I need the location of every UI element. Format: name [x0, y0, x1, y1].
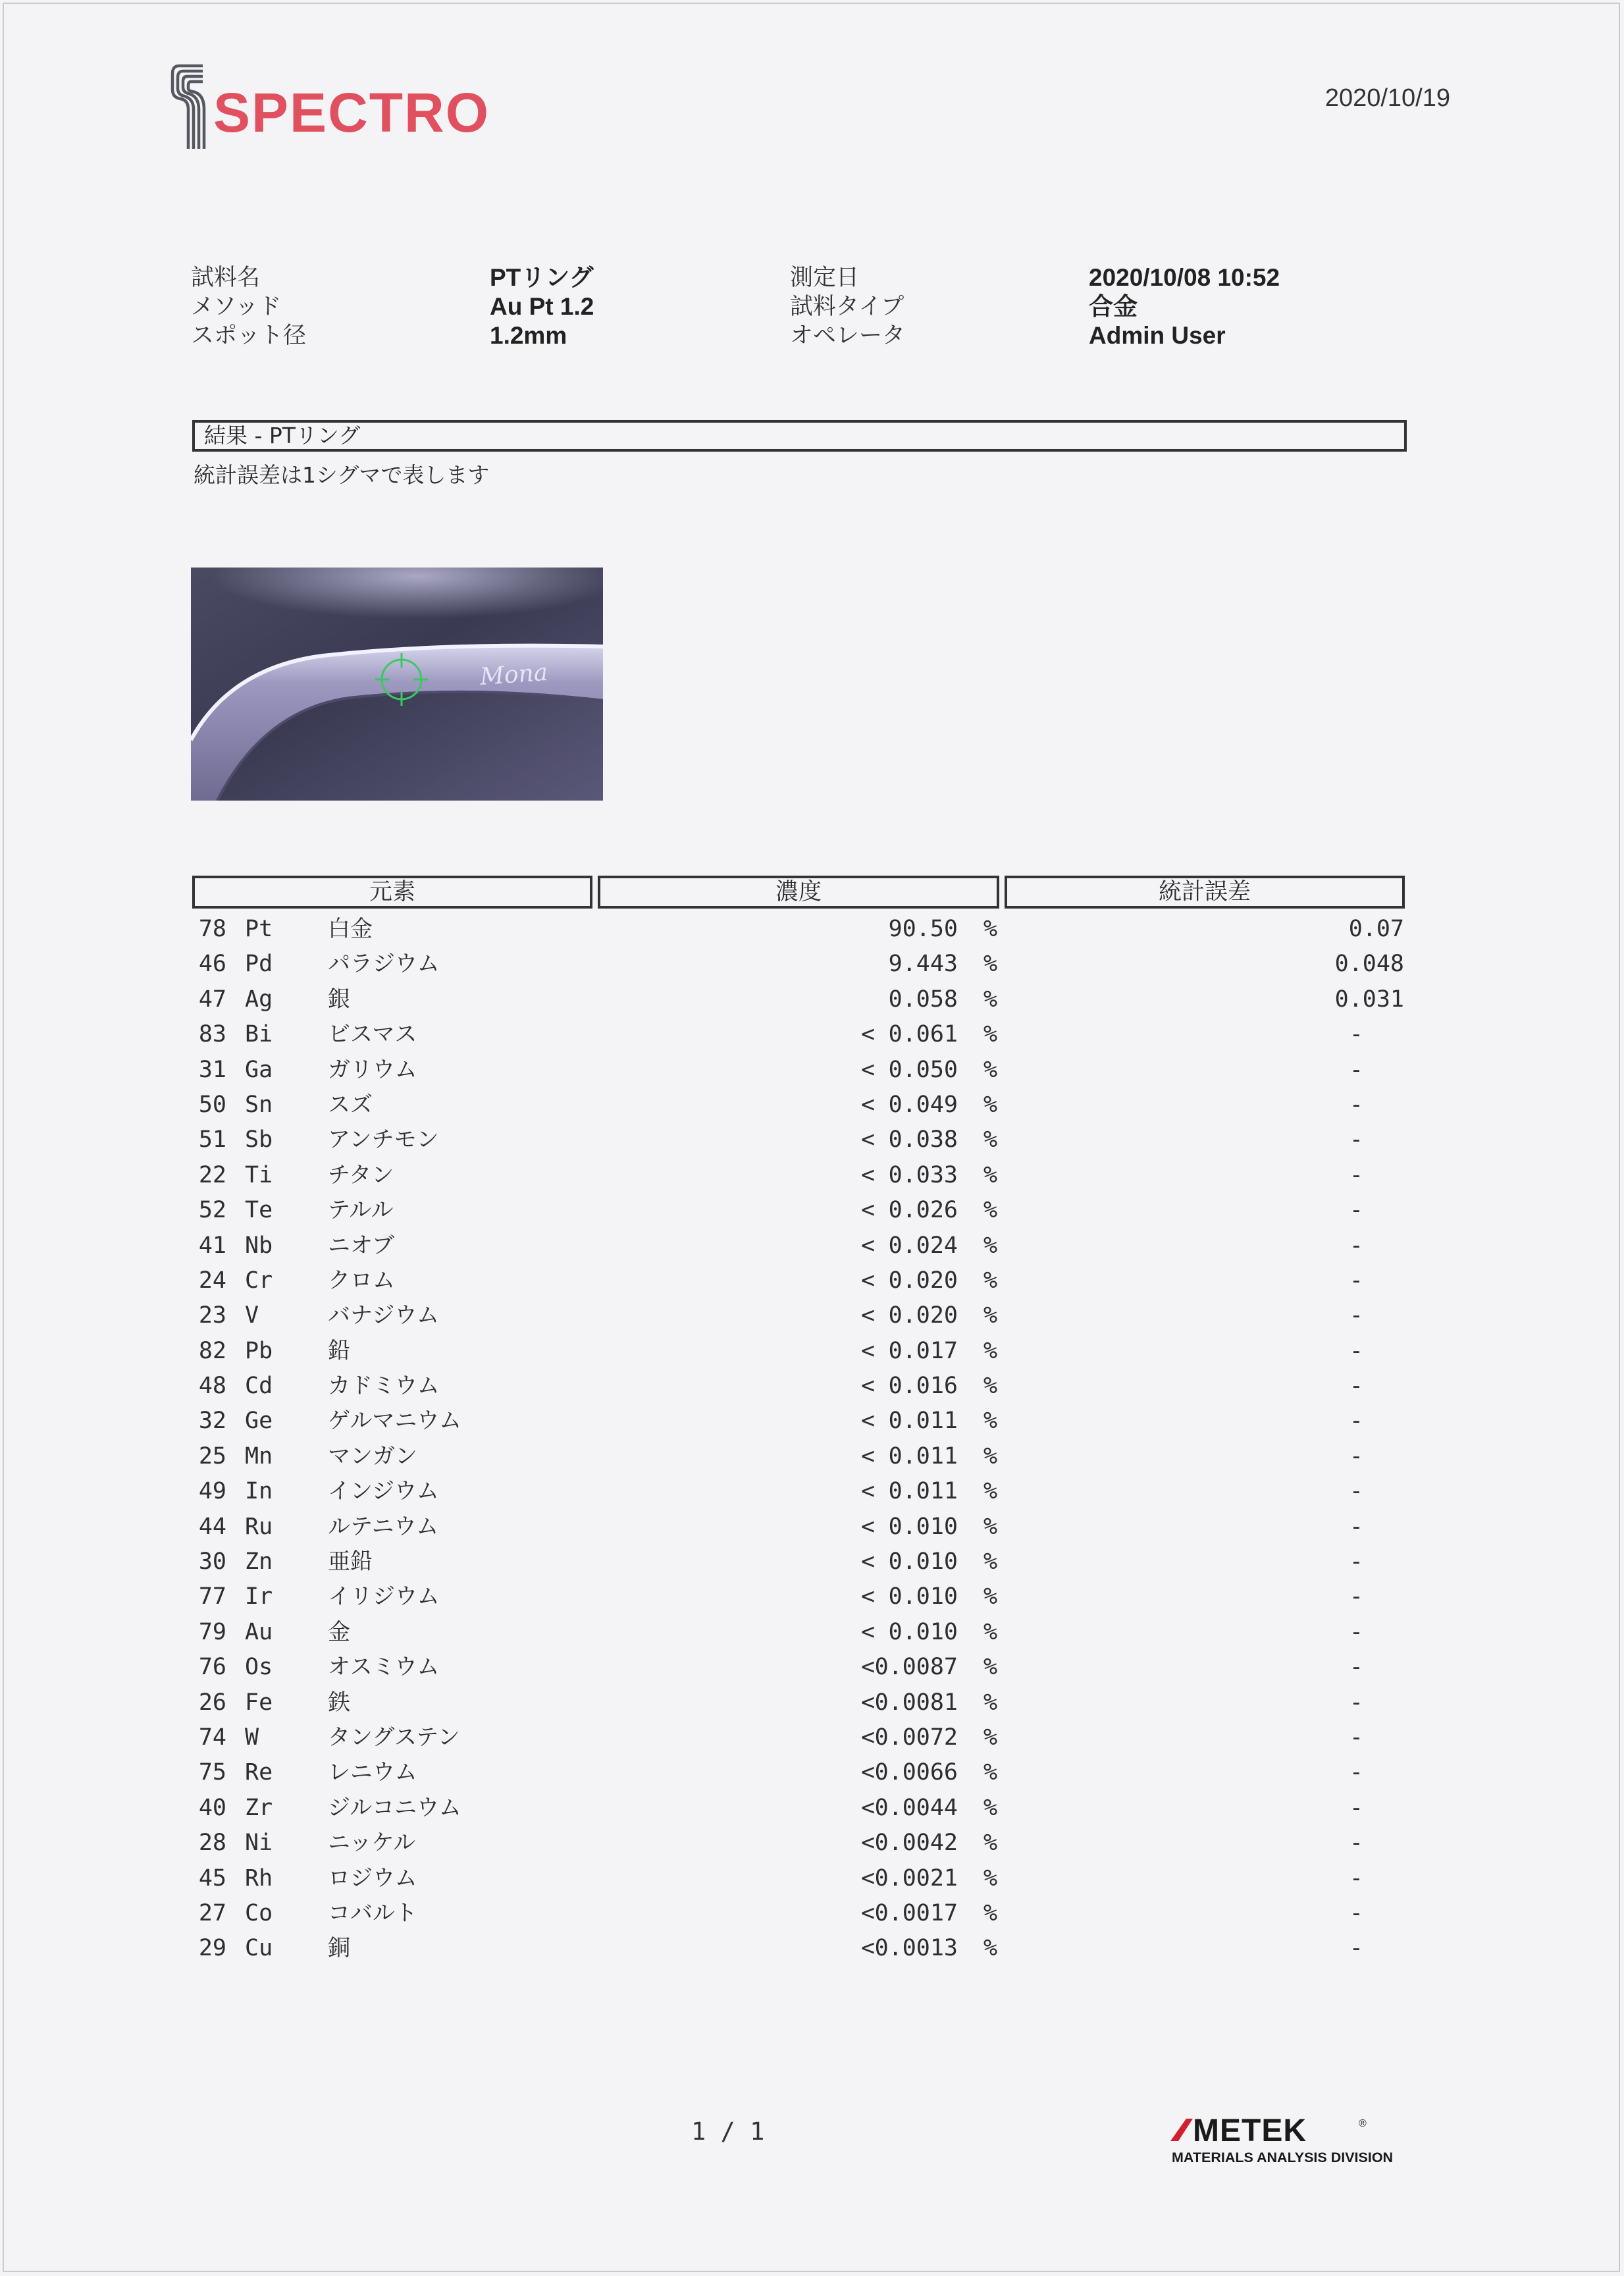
concentration-value: 0.011: [888, 1478, 958, 1505]
spectro-wordmark: SPECTRO: [213, 82, 490, 144]
element-name: パラジウム: [328, 951, 440, 978]
percent-unit: %: [983, 1442, 998, 1469]
concentration-value: 0.061: [888, 1021, 958, 1048]
less-than-marker: <: [861, 1302, 876, 1329]
less-than-marker: <: [861, 1126, 876, 1153]
table-row: [0, 1720, 1624, 1755]
atomic-number: 76: [198, 1654, 226, 1681]
table-row: [0, 1369, 1624, 1404]
atomic-number: 49: [198, 1478, 226, 1505]
element-symbol: Ga: [245, 1056, 273, 1083]
table-row: [0, 1088, 1624, 1123]
percent-unit: %: [983, 951, 998, 978]
table-row: [0, 1158, 1624, 1193]
percent-unit: %: [983, 1689, 998, 1716]
ametek-a-mark: [1170, 2119, 1193, 2141]
less-than-marker: <: [861, 1267, 876, 1294]
percent-unit: %: [983, 1021, 998, 1048]
concentration-value: 0.0087: [874, 1654, 958, 1681]
concentration-value: 90.50: [888, 916, 958, 942]
percent-unit: %: [983, 1126, 998, 1153]
percent-unit: %: [983, 1618, 998, 1645]
atomic-number: 28: [198, 1830, 226, 1857]
element-symbol: Au: [245, 1618, 273, 1645]
ametek-wordmark: METEK: [1193, 2115, 1307, 2148]
ring-engraving: Mona: [479, 658, 549, 691]
concentration-value: 0.0081: [874, 1689, 958, 1716]
element-symbol: Co: [245, 1899, 273, 1926]
concentration-value: 0.017: [888, 1337, 958, 1364]
less-than-marker: <: [861, 1232, 876, 1259]
table-row: [0, 912, 1624, 947]
less-than-marker: <: [861, 1830, 876, 1857]
concentration-value: 0.050: [888, 1056, 958, 1083]
element-symbol: Pt: [245, 916, 273, 942]
error-value: -: [1349, 1689, 1363, 1716]
element-name: オスミウム: [328, 1654, 440, 1681]
error-value: 0.07: [1348, 916, 1404, 942]
element-name: 銀: [328, 986, 350, 1013]
element-name: バナジウム: [328, 1302, 439, 1329]
concentration-value: 9.443: [888, 951, 958, 978]
less-than-marker: <: [861, 1583, 876, 1610]
atomic-number: 47: [198, 986, 226, 1013]
error-value: -: [1349, 1654, 1363, 1681]
info-row-1: [191, 263, 1310, 292]
table-row: [0, 1439, 1624, 1474]
table-row: [0, 947, 1624, 982]
error-value: -: [1349, 1232, 1363, 1259]
table-row: [0, 1193, 1624, 1228]
atomic-number: 25: [198, 1442, 226, 1469]
element-symbol: Cu: [245, 1935, 273, 1962]
table-row: [0, 1791, 1624, 1826]
element-name: 銅: [328, 1935, 350, 1962]
element-symbol: Zr: [245, 1794, 273, 1821]
element-symbol: Ir: [245, 1583, 273, 1610]
table-row: [0, 1650, 1624, 1685]
percent-unit: %: [983, 1935, 998, 1962]
error-value: -: [1349, 1583, 1363, 1610]
element-symbol: Sn: [245, 1091, 273, 1118]
element-name: 亜鉛: [328, 1548, 373, 1575]
table-row: [0, 1579, 1624, 1614]
atomic-number: 51: [198, 1126, 226, 1153]
operator-value: Admin User: [1089, 322, 1226, 349]
less-than-marker: <: [861, 1899, 876, 1926]
atomic-number: 83: [198, 1021, 226, 1048]
error-value: -: [1349, 1899, 1363, 1926]
element-symbol: Os: [245, 1654, 273, 1681]
percent-unit: %: [983, 1197, 998, 1224]
error-value: -: [1349, 1759, 1363, 1786]
table-row: [0, 1685, 1624, 1720]
error-value: -: [1349, 1478, 1363, 1505]
concentration-value: 0.0021: [874, 1865, 958, 1892]
percent-unit: %: [983, 1513, 998, 1540]
error-value: -: [1349, 1865, 1363, 1892]
percent-unit: %: [983, 1302, 998, 1329]
table-row: [0, 1615, 1624, 1650]
element-symbol: Cr: [245, 1267, 273, 1294]
concentration-value: 0.024: [888, 1232, 958, 1259]
concentration-value: 0.016: [888, 1373, 958, 1400]
error-value: -: [1349, 1513, 1363, 1540]
error-value: -: [1349, 1091, 1363, 1118]
element-symbol: Fe: [245, 1689, 273, 1716]
atomic-number: 52: [198, 1197, 226, 1224]
element-name: イリジウム: [328, 1583, 440, 1610]
element-symbol: Cd: [245, 1373, 273, 1400]
atomic-number: 29: [198, 1935, 226, 1962]
spot-size-value: 1.2mm: [490, 322, 567, 349]
element-symbol: Sb: [245, 1126, 273, 1153]
less-than-marker: <: [861, 1056, 876, 1083]
concentration-value: 0.010: [888, 1583, 958, 1610]
error-value: -: [1349, 1021, 1363, 1048]
percent-unit: %: [983, 1373, 998, 1400]
table-row: [0, 1826, 1624, 1861]
less-than-marker: <: [861, 1794, 876, 1821]
percent-unit: %: [983, 1232, 998, 1259]
concentration-value: 0.020: [888, 1267, 958, 1294]
element-name: 鉄: [328, 1689, 350, 1716]
table-row: [0, 982, 1624, 1017]
element-symbol: Zn: [245, 1548, 273, 1575]
column-header-error: 統計誤差: [1005, 876, 1405, 909]
element-symbol: Ge: [245, 1408, 273, 1435]
table-row: [0, 1861, 1624, 1896]
table-row: [0, 1545, 1624, 1579]
atomic-number: 77: [198, 1583, 226, 1610]
element-name: カドミウム: [328, 1373, 440, 1400]
less-than-marker: <: [861, 1513, 876, 1540]
element-symbol: Bi: [245, 1021, 273, 1048]
element-name: ニッケル: [328, 1830, 415, 1857]
element-name: レニウム: [328, 1759, 417, 1786]
table-row: [0, 1896, 1624, 1931]
less-than-marker: <: [861, 1759, 876, 1786]
sample-name-label: 試料名: [191, 265, 261, 291]
atomic-number: 40: [198, 1794, 226, 1821]
percent-unit: %: [983, 1408, 998, 1435]
sample-photo: [191, 568, 603, 801]
error-value: 0.048: [1334, 951, 1404, 978]
percent-unit: %: [983, 916, 998, 942]
concentration-value: 0.038: [888, 1126, 958, 1153]
method-label: メソッド: [191, 294, 282, 320]
sample-name-value: PTリング: [490, 264, 594, 291]
percent-unit: %: [983, 1794, 998, 1821]
error-value: -: [1349, 1302, 1363, 1329]
measured-date-value: 2020/10/08 10:52: [1089, 264, 1280, 291]
percent-unit: %: [983, 1478, 998, 1505]
atomic-number: 78: [198, 916, 226, 942]
element-name: スズ: [328, 1091, 373, 1118]
element-name: インジウム: [328, 1478, 439, 1505]
info-row-2: [191, 292, 1310, 321]
percent-unit: %: [983, 1724, 998, 1751]
concentration-value: 0.0072: [874, 1724, 958, 1751]
error-value: -: [1349, 1161, 1363, 1188]
less-than-marker: <: [861, 1935, 876, 1962]
atomic-number: 74: [198, 1724, 226, 1751]
atomic-number: 24: [198, 1267, 226, 1294]
page-number: 1 / 1: [691, 2117, 765, 2146]
less-than-marker: <: [861, 1689, 876, 1716]
less-than-marker: <: [861, 1724, 876, 1751]
concentration-value: 0.0042: [874, 1830, 958, 1857]
element-name: ガリウム: [328, 1056, 417, 1083]
error-value: -: [1349, 1126, 1363, 1153]
concentration-value: 0.026: [888, 1197, 958, 1224]
less-than-marker: <: [861, 1654, 876, 1681]
element-symbol: Ru: [245, 1513, 273, 1540]
table-row: [0, 1263, 1624, 1298]
element-table: [0, 912, 1624, 1967]
concentration-value: 0.0044: [874, 1794, 958, 1821]
element-symbol: In: [245, 1478, 273, 1505]
element-name: ジルコニウム: [328, 1794, 461, 1821]
error-value: -: [1349, 1548, 1363, 1575]
error-value: -: [1349, 1373, 1363, 1400]
percent-unit: %: [983, 1337, 998, 1364]
atomic-number: 82: [198, 1337, 226, 1364]
column-header-element: 元素: [192, 876, 592, 909]
atomic-number: 46: [198, 951, 226, 978]
percent-unit: %: [983, 986, 998, 1013]
registered-mark: ®: [1359, 2118, 1367, 2129]
element-name: チタン: [328, 1161, 394, 1188]
table-row: [0, 1404, 1624, 1439]
percent-unit: %: [983, 1583, 998, 1610]
sample-type-label: 試料タイプ: [790, 294, 904, 320]
error-value: -: [1349, 1337, 1363, 1364]
atomic-number: 30: [198, 1548, 226, 1575]
atomic-number: 44: [198, 1513, 226, 1540]
error-value: -: [1349, 1408, 1363, 1435]
table-row: [0, 1298, 1624, 1333]
element-symbol: Nb: [245, 1232, 273, 1259]
less-than-marker: <: [861, 1337, 876, 1364]
method-value: Au Pt 1.2: [490, 293, 594, 320]
atomic-number: 31: [198, 1056, 226, 1083]
less-than-marker: <: [861, 1865, 876, 1892]
percent-unit: %: [983, 1161, 998, 1188]
sigma-note: 統計誤差は1シグマで表します: [194, 462, 490, 488]
atomic-number: 32: [198, 1408, 226, 1435]
element-name: マンガン: [328, 1442, 417, 1469]
element-name: タングステン: [328, 1724, 460, 1751]
percent-unit: %: [983, 1267, 998, 1294]
less-than-marker: <: [861, 1618, 876, 1645]
error-value: -: [1349, 1197, 1363, 1224]
atomic-number: 75: [198, 1759, 226, 1786]
concentration-value: 0.0017: [874, 1899, 958, 1926]
less-than-marker: <: [861, 1478, 876, 1505]
percent-unit: %: [983, 1865, 998, 1892]
sample-info: [191, 263, 1310, 356]
table-row: [0, 1931, 1624, 1966]
atomic-number: 26: [198, 1689, 226, 1716]
column-header-concentration: 濃度: [598, 876, 999, 909]
atomic-number: 41: [198, 1232, 226, 1259]
less-than-marker: <: [861, 1373, 876, 1400]
atomic-number: 48: [198, 1373, 226, 1400]
table-row: [0, 1229, 1624, 1263]
ametek-logo: [1170, 2115, 1409, 2167]
error-value: 0.031: [1334, 986, 1404, 1013]
percent-unit: %: [983, 1830, 998, 1857]
info-row-3: [191, 321, 1310, 350]
element-symbol: Rh: [245, 1865, 273, 1892]
element-name: 鉛: [328, 1337, 350, 1364]
element-name: ニオブ: [328, 1232, 394, 1259]
atomic-number: 45: [198, 1865, 226, 1892]
error-value: -: [1349, 1618, 1363, 1645]
percent-unit: %: [983, 1654, 998, 1681]
element-symbol: Pb: [245, 1337, 273, 1364]
table-row: [0, 1755, 1624, 1790]
element-name: ビスマス: [328, 1021, 417, 1048]
less-than-marker: <: [861, 1408, 876, 1435]
element-symbol: W: [245, 1724, 259, 1751]
result-header-box: [192, 420, 1407, 452]
element-name: クロム: [328, 1267, 395, 1294]
less-than-marker: <: [861, 1548, 876, 1575]
element-symbol: Te: [245, 1197, 273, 1224]
less-than-marker: <: [861, 1161, 876, 1188]
error-value: -: [1349, 1442, 1363, 1469]
less-than-marker: <: [861, 1021, 876, 1048]
concentration-value: 0.011: [888, 1442, 958, 1469]
element-symbol: Ni: [245, 1830, 273, 1857]
element-name: アンチモン: [328, 1126, 439, 1153]
element-symbol: Mn: [245, 1442, 273, 1469]
operator-label: オペレータ: [790, 323, 906, 349]
percent-unit: %: [983, 1899, 998, 1926]
concentration-value: 0.020: [888, 1302, 958, 1329]
concentration-value: 0.0013: [874, 1935, 958, 1962]
error-value: -: [1349, 1724, 1363, 1751]
print-date: 2020/10/19: [1324, 84, 1450, 112]
concentration-value: 0.011: [888, 1408, 958, 1435]
table-row: [0, 1334, 1624, 1369]
concentration-value: 0.049: [888, 1091, 958, 1118]
error-value: -: [1349, 1935, 1363, 1962]
less-than-marker: <: [861, 1442, 876, 1469]
element-symbol: Pd: [245, 951, 273, 978]
element-name: ロジウム: [328, 1865, 417, 1892]
percent-unit: %: [983, 1759, 998, 1786]
sample-type-value: 合金: [1089, 293, 1138, 320]
atomic-number: 23: [198, 1302, 226, 1329]
element-name: ゲルマニウム: [328, 1408, 461, 1435]
concentration-value: 0.010: [888, 1618, 958, 1645]
concentration-value: 0.010: [888, 1548, 958, 1575]
percent-unit: %: [983, 1548, 998, 1575]
concentration-value: 0.0066: [874, 1759, 958, 1786]
concentration-value: 0.033: [888, 1161, 958, 1188]
concentration-value: 0.010: [888, 1513, 958, 1540]
atomic-number: 50: [198, 1091, 226, 1118]
element-symbol: Re: [245, 1759, 273, 1786]
less-than-marker: <: [861, 1091, 876, 1118]
element-symbol: Ti: [245, 1161, 273, 1188]
element-name: 白金: [328, 916, 373, 942]
error-value: -: [1349, 1794, 1363, 1821]
element-name: ルテニウム: [328, 1513, 439, 1540]
element-name: 金: [328, 1618, 350, 1645]
spot-size-label: スポット径: [191, 323, 307, 349]
table-row: [0, 1017, 1624, 1052]
error-value: -: [1349, 1830, 1363, 1857]
element-symbol: Ag: [245, 986, 273, 1013]
atomic-number: 79: [198, 1618, 226, 1645]
table-row: [0, 1053, 1624, 1088]
error-value: -: [1349, 1056, 1363, 1083]
element-name: テルル: [328, 1197, 394, 1224]
element-symbol: V: [245, 1302, 259, 1329]
table-row: [0, 1474, 1624, 1509]
less-than-marker: <: [861, 1197, 876, 1224]
table-row: [0, 1123, 1624, 1157]
element-name: コバルト: [328, 1899, 417, 1926]
measured-date-label: 測定日: [790, 265, 860, 291]
spectro-logo: [163, 58, 506, 157]
concentration-value: 0.058: [888, 986, 958, 1013]
table-row: [0, 1510, 1624, 1545]
atomic-number: 22: [198, 1161, 226, 1188]
ametek-division: MATERIALS ANALYSIS DIVISION: [1172, 2150, 1394, 2165]
error-value: -: [1349, 1267, 1363, 1294]
result-title: 結果 - PTリング: [204, 423, 361, 448]
percent-unit: %: [983, 1091, 998, 1118]
percent-unit: %: [983, 1056, 998, 1083]
atomic-number: 27: [198, 1899, 226, 1926]
